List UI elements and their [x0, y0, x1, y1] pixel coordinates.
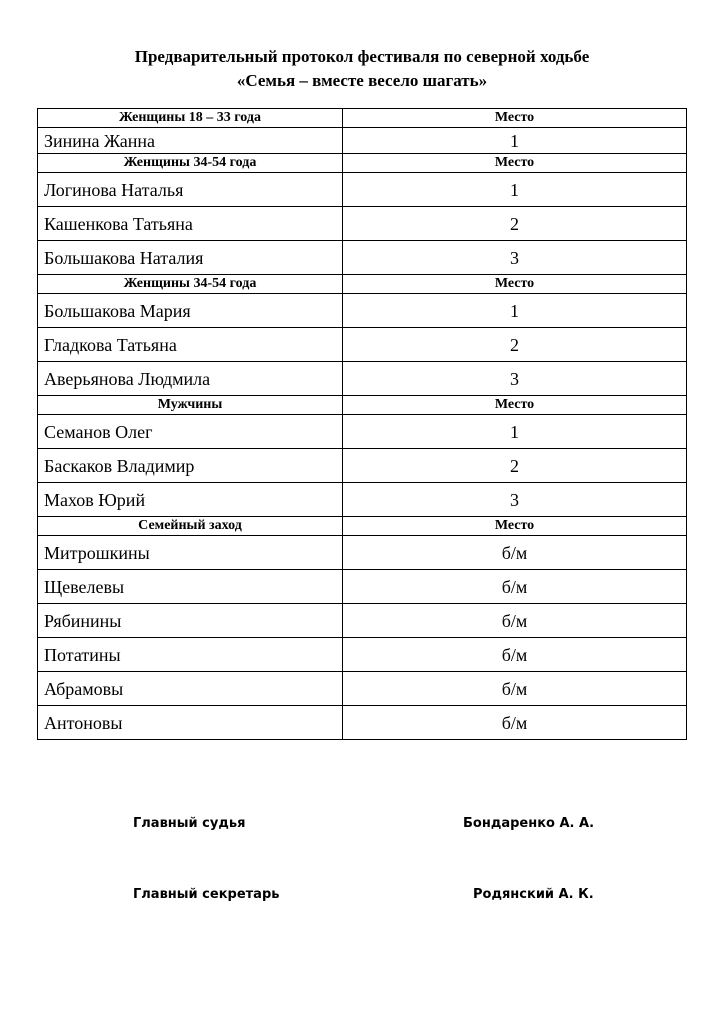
participant-place: 3 — [343, 483, 687, 517]
participant-name: Щевелевы — [38, 570, 343, 604]
participant-place: 3 — [343, 241, 687, 275]
chief-secretary-name: Родянский А. К. — [473, 887, 594, 902]
category-title: Женщины 34-54 года — [38, 275, 343, 294]
table-row — [38, 173, 687, 207]
participant-place: б/м — [343, 570, 687, 604]
table-row — [38, 241, 687, 275]
participant-place: б/м — [343, 672, 687, 706]
place-column-header: Место — [343, 396, 687, 415]
table-row — [38, 638, 687, 672]
table-row — [38, 483, 687, 517]
table-row — [38, 362, 687, 396]
participant-place: б/м — [343, 706, 687, 740]
participant-name: Кашенкова Татьяна — [38, 207, 343, 241]
place-column-header: Место — [343, 517, 687, 536]
table-row — [38, 207, 687, 241]
participant-name: Махов Юрий — [38, 483, 343, 517]
participant-place: 2 — [343, 328, 687, 362]
table-row — [38, 570, 687, 604]
category-title: Мужчины — [38, 396, 343, 415]
participant-name: Баскаков Владимир — [38, 449, 343, 483]
place-column-header: Место — [343, 154, 687, 173]
table-row — [38, 604, 687, 638]
participant-name: Абрамовы — [38, 672, 343, 706]
category-header-row — [38, 275, 687, 294]
participant-name: Гладкова Татьяна — [38, 328, 343, 362]
chief-secretary-role: Главный секретарь — [133, 887, 280, 902]
participant-place: б/м — [343, 604, 687, 638]
category-header-row — [38, 109, 687, 128]
document-subtitle: «Семья – вместе весело шагать» — [236, 71, 488, 90]
category-header-row — [38, 154, 687, 173]
table-row — [38, 128, 687, 154]
table-row — [38, 294, 687, 328]
category-header-row — [38, 396, 687, 415]
place-column-header: Место — [343, 275, 687, 294]
participant-place: 1 — [343, 415, 687, 449]
participant-place: 3 — [343, 362, 687, 396]
table-row — [38, 672, 687, 706]
participant-place: 1 — [343, 294, 687, 328]
participant-name: Аверьянова Людмила — [38, 362, 343, 396]
table-row — [38, 449, 687, 483]
results-table — [37, 108, 687, 740]
participant-name: Антоновы — [38, 706, 343, 740]
table-row — [38, 328, 687, 362]
document-title: Предварительный протокол фестиваля по северной ходьбе — [134, 47, 590, 66]
participant-name: Большакова Наталия — [38, 241, 343, 275]
category-header-row — [38, 517, 687, 536]
table-row — [38, 706, 687, 740]
participant-name: Семанов Олег — [38, 415, 343, 449]
chief-judge-name: Бондаренко А. А. — [463, 816, 595, 831]
category-title: Семейный заход — [38, 517, 343, 536]
participant-place: 2 — [343, 449, 687, 483]
chief-judge-role: Главный судья — [133, 816, 246, 831]
participant-place: б/м — [343, 638, 687, 672]
table-row — [38, 415, 687, 449]
participant-name: Логинова Наталья — [38, 173, 343, 207]
participant-name: Зинина Жанна — [38, 128, 343, 154]
participant-place: б/м — [343, 536, 687, 570]
participant-name: Потатины — [38, 638, 343, 672]
participant-name: Митрошкины — [38, 536, 343, 570]
participant-name: Большакова Мария — [38, 294, 343, 328]
table-row — [38, 536, 687, 570]
category-title: Женщины 34-54 года — [38, 154, 343, 173]
place-column-header: Место — [343, 109, 687, 128]
participant-place: 2 — [343, 207, 687, 241]
participant-place: 1 — [343, 173, 687, 207]
participant-name: Рябинины — [38, 604, 343, 638]
participant-place: 1 — [343, 128, 687, 154]
category-title: Женщины 18 – 33 года — [38, 109, 343, 128]
